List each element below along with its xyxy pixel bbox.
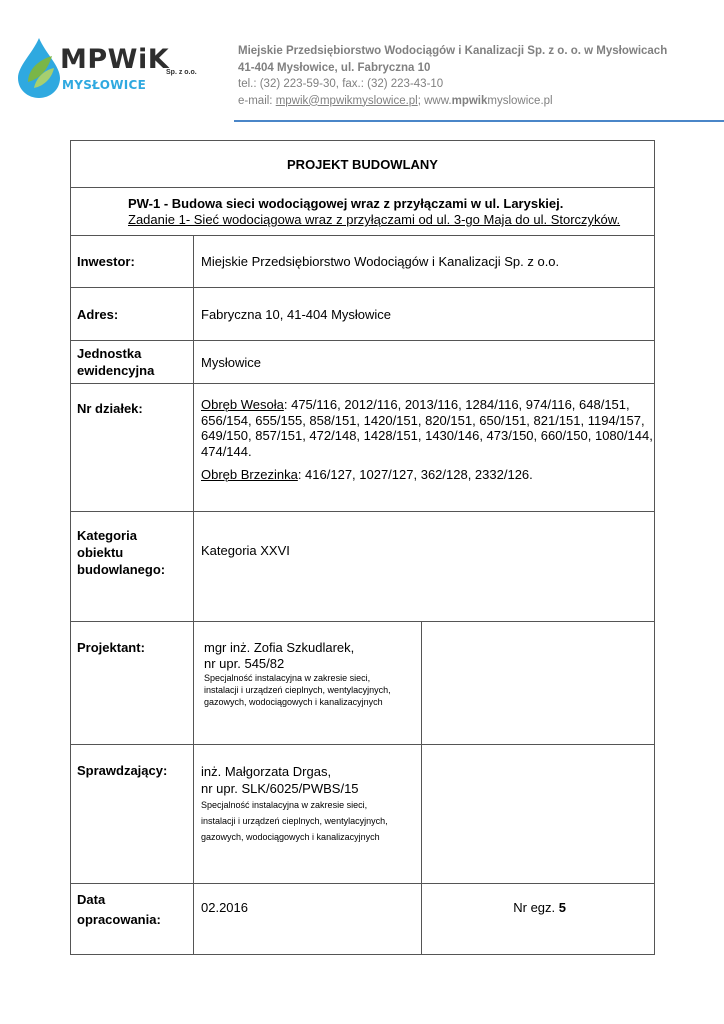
checker-spec-2: instalacji i urządzeń cieplnych, wentylacyjnych, — [201, 816, 388, 826]
title-row — [71, 141, 655, 188]
category-label-line3: budowlanego: — [77, 562, 166, 577]
obreb-wesola: Obręb Wesoła — [201, 397, 284, 412]
project-task — [71, 211, 654, 227]
title-cell — [71, 141, 655, 188]
category-value: Kategoria XXVI — [194, 512, 655, 622]
email-prefix: e-mail: — [238, 94, 276, 107]
unit-label — [71, 341, 194, 384]
company-phone: tel.: (32) 223-59-30, fax.: (32) 223-43-10 — [238, 78, 444, 90]
plots-label: Nr działek: — [71, 384, 194, 512]
category-row — [71, 512, 655, 622]
date-label — [71, 884, 194, 955]
category-label-line2: obiektu — [77, 545, 124, 560]
project-cell — [71, 188, 655, 236]
checker-spec-3: gazowych, wodociągowych i kanalizacyjnych — [201, 832, 380, 842]
designer-row — [71, 622, 655, 745]
category-label-line1: Kategoria — [77, 528, 137, 543]
www-bold: mpwik — [451, 94, 488, 107]
project-task-end: . — [616, 212, 621, 227]
project-name: PW-1 - Budowa sieci wodociągowej wraz z przyłączami w ul. Laryskiej. — [128, 196, 564, 211]
address-label: Adres: — [71, 288, 194, 341]
designer-name: mgr inż. Zofia Szkudlarek, — [204, 640, 355, 655]
investor-value: Miejskie Przedsiębiorstwo Wodociągów i Kanalizacji Sp. z o.o. — [194, 236, 655, 288]
plots-wesola — [201, 397, 654, 459]
company-contact — [238, 93, 667, 110]
checker-reg: nr upr. SLK/6025/PWBS/15 — [201, 781, 359, 796]
address-row — [71, 288, 655, 341]
category-label — [71, 512, 194, 622]
header-divider — [234, 120, 724, 122]
plots-value — [194, 384, 655, 512]
checker-name: inż. Małgorzata Drgas, — [201, 764, 332, 779]
designer-spec-3: gazowych, wodociągowych i kanalizacyjnych — [204, 697, 383, 707]
unit-value: Mysłowice — [194, 341, 655, 384]
designer-spec-2: instalacji i urządzeń cieplnych, wentylacyjnych, — [204, 685, 391, 695]
investor-row — [71, 236, 655, 288]
document-title: PROJEKT BUDOWLANY — [287, 157, 438, 172]
unit-label-line2: ewidencyjna — [77, 363, 155, 378]
designer-label: Projektant: — [71, 622, 194, 745]
designer-signature-cell — [422, 622, 655, 745]
logo-name: MPWiK — [60, 44, 170, 75]
company-info — [238, 43, 667, 109]
plots-brzezinka — [201, 467, 654, 483]
date-label-line2: opracowania: — [77, 912, 161, 927]
project-table — [70, 140, 655, 955]
checker-label: Sprawdzający: — [71, 745, 194, 884]
company-address: 41-404 Mysłowice, ul. Fabryczna 10 — [238, 61, 431, 74]
water-drop-icon — [14, 36, 64, 100]
logo-city: MYSŁOWICE — [62, 78, 147, 92]
checker-row — [71, 745, 655, 884]
copy-label: Nr egz. — [513, 900, 559, 915]
date-row — [71, 884, 655, 955]
plots-list-wesola: : 475/116, 2012/116, 2013/116, 1284/116, 974/116, 648/151, 656/154, 655/155, 858/151, 1420/151, 820/151, 650/151, 821/151, 1194/157, 649/150, 857/151, 472/148, 1428/151, 1430/146, 473/150, 660/150, 1080/144, 474/144. — [201, 397, 653, 459]
plots-list-brzezinka: : 416/127, 1027/127, 362/128, 2332/126. — [297, 467, 533, 482]
unit-row — [71, 341, 655, 384]
www-sep: ; www. — [417, 94, 452, 107]
designer-value — [194, 622, 422, 745]
copy-number-cell — [422, 884, 655, 955]
email-link[interactable]: mpwik@mpwikmyslowice.pl — [275, 94, 418, 107]
designer-spec-1: Specjalność instalacyjna w zakresie sieci, — [204, 673, 371, 683]
plots-row — [71, 384, 655, 512]
checker-signature-cell — [422, 745, 655, 884]
checker-value — [194, 745, 422, 884]
checker-spec-1: Specjalność instalacyjna w zakresie sieci, — [201, 800, 368, 810]
obreb-brzezinka: Obręb Brzezinka — [201, 467, 298, 482]
date-label-line1: Data — [77, 892, 106, 907]
address-value: Fabryczna 10, 41-404 Mysłowice — [194, 288, 655, 341]
project-row — [71, 188, 655, 236]
date-value: 02.2016 — [194, 884, 422, 955]
unit-label-line1: Jednostka — [77, 346, 142, 361]
logo-legal-form: Sp. z o.o. — [166, 69, 197, 76]
www-rest: myslowice.pl — [487, 94, 553, 107]
designer-reg: nr upr. 545/82 — [204, 656, 285, 671]
investor-label: Inwestor: — [71, 236, 194, 288]
company-name: Miejskie Przedsiębiorstwo Wodociągów i Kanalizacji Sp. z o. o. w Mysłowicach — [238, 45, 668, 57]
copy-number: 5 — [558, 900, 566, 915]
project-task-text: Zadanie 1- Sieć wodociągowa wraz z przyłączami od ul. 3-go Maja do ul. Storczyków — [128, 212, 617, 227]
company-logo — [14, 36, 204, 98]
